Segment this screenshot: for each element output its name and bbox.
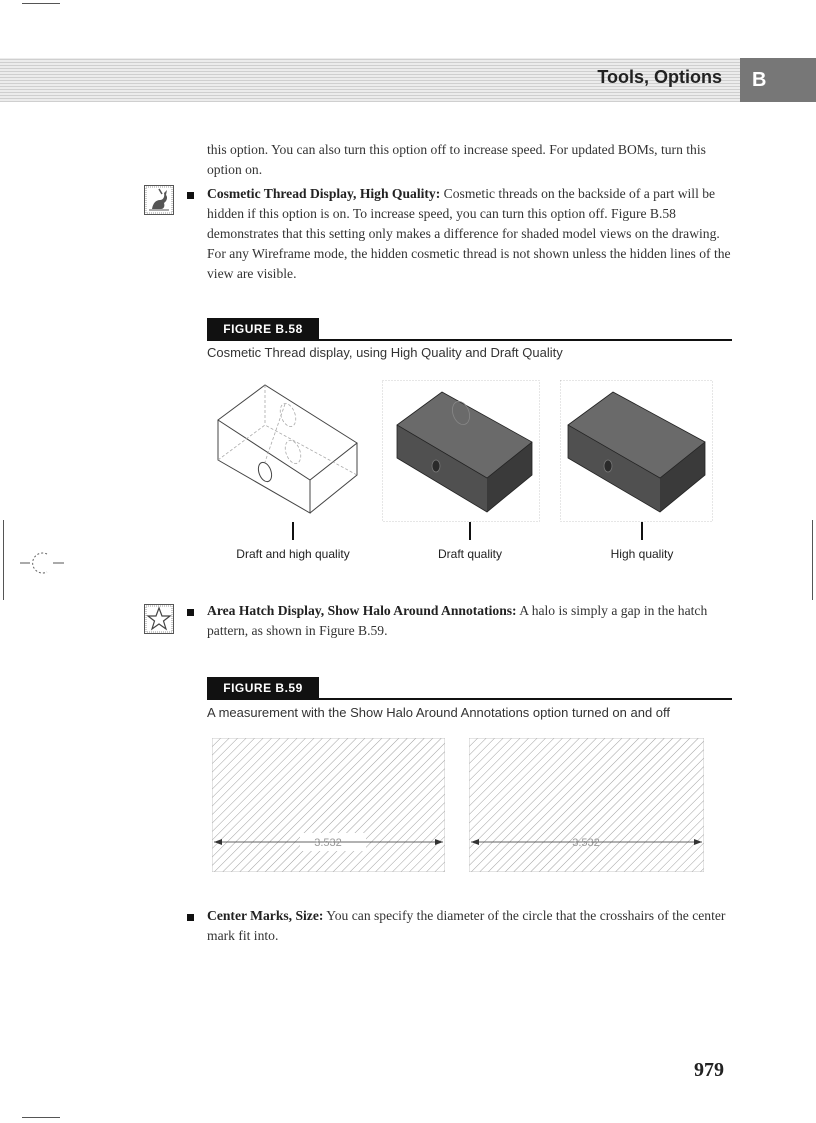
figure-b59-label: FIGURE B.59: [207, 677, 319, 699]
registration-mark: [20, 550, 64, 580]
star-icon: [144, 604, 174, 634]
cosmetic-thread-item: [207, 184, 735, 284]
high-quality-pointer: [641, 522, 643, 540]
hatch-halo-on-image: [212, 738, 445, 872]
area-hatch-item: [207, 601, 735, 641]
figure-b58-rule: [207, 339, 732, 341]
area-hatch-term: Area Hatch Display, Show Halo Around Annotations:: [207, 603, 517, 618]
shaded-block-high-quality-image: [560, 380, 713, 522]
figure-b58-label: FIGURE B.58: [207, 318, 319, 340]
crop-mark-bottom-left: [22, 1117, 60, 1118]
cosmetic-thread-term: Cosmetic Thread Display, High Quality:: [207, 186, 441, 201]
appendix-tab: B: [740, 58, 816, 102]
draft-high-quality-label: Draft and high quality: [236, 547, 350, 561]
cosmetic-thread-text: Cosmetic threads on the backside of a part will be hidden if this option is on. To increase speed, you can turn this option off. Figure B.58 demonstrates that this setting only makes a difference for shaded model views on the drawing. For any Wireframe mode, the hidden cosmetic thread is not shown unless the hidden lines of the view are visible.: [207, 186, 731, 281]
dimension-value: 3.532: [314, 837, 342, 849]
figure-b59-rule: [207, 698, 732, 700]
draft-high-pointer: [292, 522, 294, 540]
area-hatch-text: A halo is simply a gap in the hatch pattern, as shown in Figure B.59.: [207, 603, 708, 638]
center-marks-term: Center Marks, Size:: [207, 908, 324, 923]
section-title: Tools, Options: [597, 67, 722, 87]
hatch-halo-off-image: [469, 738, 704, 872]
crop-mark-right-edge: [812, 520, 813, 600]
bullet: [187, 609, 194, 616]
bullet: [187, 192, 194, 199]
figure-b58-caption: Cosmetic Thread display, using High Quality and Draft Quality: [207, 345, 563, 360]
crop-mark-left-edge: [3, 520, 4, 600]
intro-paragraph: this option. You can also turn this option off to increase speed. For updated BOMs, turn this option on.: [207, 142, 706, 177]
wireframe-block-image: [205, 380, 375, 520]
center-marks-text: You can specify the diameter of the circle that the crosshairs of the center mark fit into.: [207, 908, 726, 943]
rabbit-icon: [144, 185, 174, 215]
draft-quality-label: Draft quality: [437, 547, 503, 561]
figure-b59-caption: A measurement with the Show Halo Around Annotations option turned on and off: [207, 705, 671, 720]
bullet: [187, 914, 194, 921]
page-number: 979: [694, 1059, 724, 1081]
center-marks-item: [207, 906, 735, 946]
draft-pointer: [469, 522, 471, 540]
dimension-value: 3.532: [572, 837, 600, 849]
high-quality-label: High quality: [610, 547, 674, 561]
shaded-block-draft-image: [382, 380, 540, 522]
crop-mark-top-left: [22, 3, 60, 4]
